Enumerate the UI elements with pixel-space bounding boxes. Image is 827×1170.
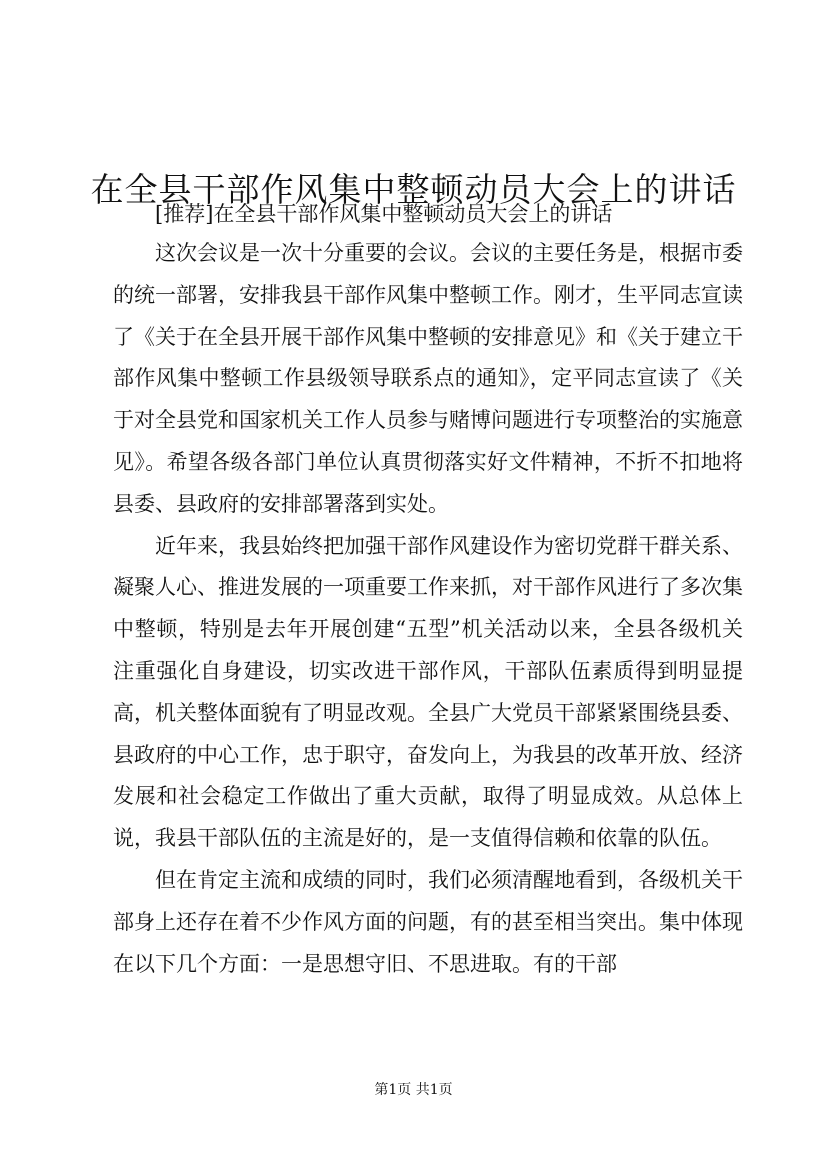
page-number: 第1页 共1页: [374, 1082, 453, 1098]
document-body: [113, 198, 743, 985]
document-title: 在全县干部作风集中整顿动员大会上的讲话: [90, 170, 737, 210]
document-subtitle: [推荐]在全县干部作风集中整顿动员大会上的讲话: [155, 202, 613, 226]
paragraph-1: 这次会议是一次十分重要的会议。会议的主要任务是，根据市委的统一部署，安排我县干部作风集中整顿工作。刚才，生平同志宣读了《关于在全县开展干部作风集中整顿的安排意见》和《关于建立干部作风集中整顿工作县级领导联系点的通知》，定平同志宣读了《关于对全县党和国家机关工作人员参与赌博问题进行专项整治的实施意见》。希望各级各部门单位认真贯彻落实好文件精神，不折不扣地将县委、县政府的安排部署落到实处。: [113, 241, 743, 516]
paragraph-3: 但在肯定主流和成绩的同时，我们必须清醒地看到，各级机关干部身上还存在着不少作风方面的问题，有的甚至相当突出。集中体现在以下几个方面：一是思想守旧、不思进取。有的干部: [113, 867, 743, 976]
paragraph-2: 近年来，我县始终把加强干部作风建设作为密切党群干群关系、凝聚人心、推进发展的一项重要工作来抓，对干部作风进行了多次集中整顿，特别是去年开展创建“五型”机关活动以来，全县各级机关注重强化自身建设，切实改进干部作风，干部队伍素质得到明显提高，机关整体面貌有了明显改观。全县广大党员干部紧紧围绕县委、县政府的中心工作，忠于职守，奋发向上，为我县的改革开放、经济发展和社会稳定工作做出了重大贡献，取得了明显成效。从总体上说，我县干部队伍的主流是好的，是一支值得信赖和依靠的队伍。: [113, 533, 743, 851]
